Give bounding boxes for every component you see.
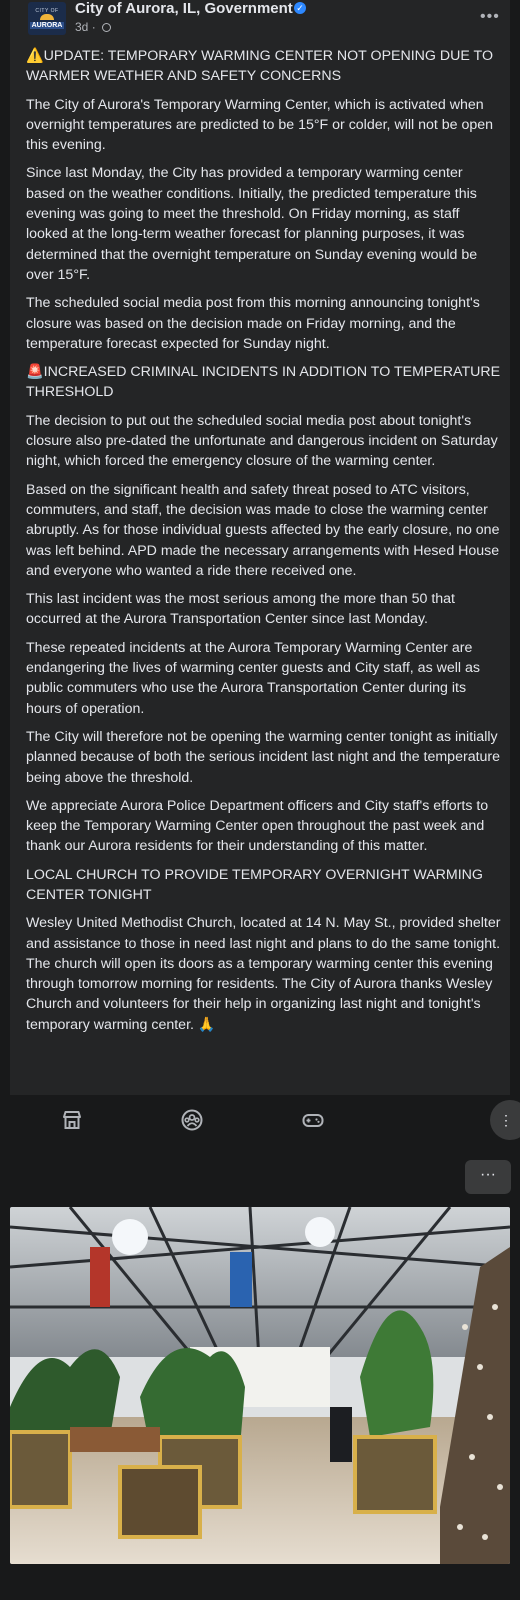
post-paragraph: Since last Monday, the City has provided a temporary warming center based on the weather conditions. Initially, the predicted temperature this evening was going to meet the threshold. On Friday morning, as staff looked at the long-term weather forecast for planning purposes, it was determined that the overnight temperature on Sunday evening would be over 15°F. xyxy=(26,165,478,283)
post-photo[interactable] xyxy=(10,1207,510,1564)
post-time[interactable]: 3d xyxy=(75,20,89,34)
marketplace-icon[interactable] xyxy=(61,1109,83,1131)
verified-badge-icon: ✓ xyxy=(294,2,306,14)
post-paragraph: 🚨INCREASED CRIMINAL INCIDENTS IN ADDITION TO TEMPERATURE THRESHOLD xyxy=(26,364,501,401)
action-bar xyxy=(0,1095,520,1143)
post-paragraph: These repeated incidents at the Aurora Temporary Warming Center are endangering the lives of warming center guests and City staff, as well as public commuters who use the Aurora Transportation Center during its hours of operation. xyxy=(26,639,480,717)
post-paragraph: We appreciate Aurora Police Department officers and City staff's efforts to keep the Temporary Warming Center open throughout the past week and thank our Aurora residents for their understanding of this matter. xyxy=(26,797,489,855)
post-meta xyxy=(75,20,111,34)
page-name-link[interactable]: City of Aurora, IL, Government xyxy=(75,0,293,17)
post-paragraph: The City of Aurora's Temporary Warming Center, which is activated when overnight temperatures are predicted to be 15°F or colder, will not be open this evening. xyxy=(26,96,494,154)
post-header xyxy=(10,0,510,40)
avatar-text-top: CITY OF xyxy=(35,8,59,14)
public-globe-icon xyxy=(102,23,111,32)
post-paragraph: The City will therefore not be opening the warming center tonight as initially planned because of both the serious incident last night and the temperature being above the threshold. xyxy=(26,728,501,786)
post-paragraph: Based on the significant health and safety threat posed to ATC visitors, commuters, and staff, the decision was made to close the warming center abruptly. As for those individual guests affected by the early closure, no one was left behind. APD made the necessary arrangements with Hesed House and everyone who wanted a ride there received one. xyxy=(26,481,500,579)
post-paragraph: LOCAL CHURCH TO PROVIDE TEMPORARY OVERNIGHT WARMING CENTER TONIGHT xyxy=(26,866,483,903)
meta-separator: · xyxy=(91,20,96,34)
avatar[interactable] xyxy=(28,2,66,35)
more-horizontal-icon[interactable]: ••• xyxy=(480,8,500,25)
photo-more-button[interactable]: ··· xyxy=(465,1160,511,1194)
post-paragraph: The decision to put out the scheduled social media post about tonight's closure also pre-dated the unfortunate and dangerous incident on Saturday night, which forced the emergency closure of the warming center. xyxy=(26,412,498,470)
gaming-icon[interactable] xyxy=(302,1109,324,1131)
side-more-button[interactable]: ⋮ xyxy=(490,1100,520,1140)
post-paragraph: This last incident was the most serious among the more than 50 that occurred at the Aurora Transportation Center since last Monday. xyxy=(26,591,455,628)
avatar-text-bottom: AURORA xyxy=(31,22,63,29)
sun-logo-icon xyxy=(40,14,54,20)
post-paragraph: Wesley United Methodist Church, located at 14 N. May St., provided shelter and assistance to those in need last night and plans to do the same tonight. The church will open its doors as a temporary warming center this evening through tomorrow morning for residents. The City of Aurora thanks Wesley Church and volunteers for their help in organizing last night and tonight's temporary warming center. 🙏 xyxy=(26,915,501,1033)
post-body xyxy=(26,46,504,1043)
post-paragraph: The scheduled social media post from this morning announcing tonight's closure was based on the decision made on Friday morning, and the temperature forecast expected for Sunday night. xyxy=(26,295,480,352)
post-paragraph: ⚠️UPDATE: TEMPORARY WARMING CENTER NOT OPENING DUE TO WARMER WEATHER AND SAFETY CONCERNS xyxy=(26,48,493,85)
post-card xyxy=(10,0,510,1110)
groups-icon[interactable] xyxy=(181,1109,203,1131)
photo-icon xyxy=(10,1207,510,1564)
